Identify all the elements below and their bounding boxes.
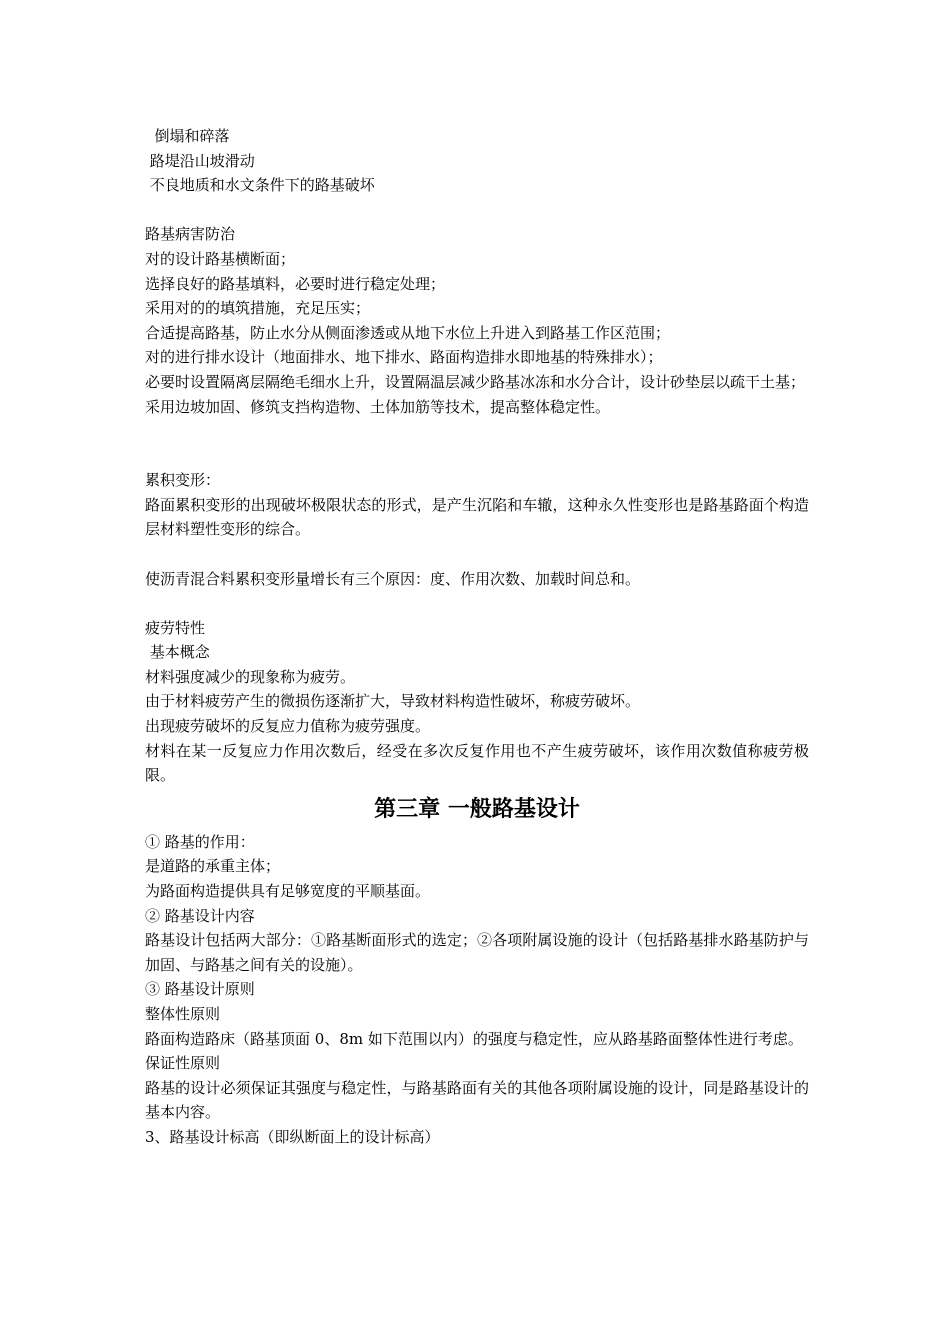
section-heading: 疲劳特性	[145, 618, 206, 637]
list-item: 是道路的承重主体；	[145, 857, 281, 876]
section-heading: 累积变形：	[145, 471, 221, 490]
subsection-heading: 基本概念	[145, 643, 210, 662]
list-item: 材料在某一反复应力作用次数后，经受在多次反复作用也不产生疲劳破坏，该作用次数值称疲劳极限。	[145, 741, 809, 785]
failure-types-list	[145, 124, 809, 198]
list-item: 倒塌和碎落	[145, 127, 230, 145]
list-item: 材料强度减少的现象称为疲劳。	[145, 667, 356, 686]
list-item: 采用对的的填筑措施，充足压实；	[145, 299, 371, 318]
spacer	[145, 419, 809, 468]
paragraph: 使沥青混合料累积变形量增长有三个原因：度、作用次数、加载时间总和。	[145, 569, 641, 588]
list-item: 采用边坡加固、修筑支挡构造物、土体加筋等技术，提高整体稳定性。	[145, 397, 611, 416]
list-item: ① 路基的作用：	[145, 832, 255, 851]
list-item: 必要时设置隔离层隔绝毛细水上升，设置隔温层减少路基冰冻和水分合计，设计砂垫层以疏干土基；	[145, 372, 806, 391]
document-body	[145, 124, 809, 1150]
list-item: 由于材料疲劳产生的微损伤逐渐扩大，导致材料构造性破坏，称疲劳破坏。	[145, 692, 641, 711]
paragraph: 路面累积变形的出现破坏极限状态的形式，是产生沉陷和车辙，这种永久性变形也是路基路面个构造层材料塑性变形的综合。	[145, 495, 809, 539]
list-item: 路堤沿山坡滑动	[145, 151, 255, 170]
chapter-body	[145, 830, 809, 1150]
accumulated-deformation-section	[145, 468, 809, 591]
list-item: 选择良好的路基填料，必要时进行稳定处理；	[145, 274, 446, 293]
list-item: ③ 路基设计原则	[145, 980, 255, 999]
list-item: 不良地质和水文条件下的路基破坏	[145, 176, 375, 195]
fatigue-section	[145, 616, 809, 788]
list-item: 合适提高路基，防止水分从侧面渗透或从地下水位上升进入到路基工作区范围；	[145, 323, 671, 342]
list-item: 路基设计包括两大部分：①路基断面形式的选定；②各项附属设施的设计（包括路基排水路基防护与加固、与路基之间有关的设施）。	[145, 931, 809, 974]
list-item: 路面构造路床（路基顶面 0、8m 如下范围以内）的强度与稳定性，应从路基路面整体性进行考虑。	[145, 1029, 803, 1048]
list-item: 出现疲劳破坏的反复应力值称为疲劳强度。	[145, 717, 431, 736]
list-item: 路基的设计必须保证其强度与稳定性，与路基路面有关的其他各项附属设施的设计，同是路基设计的基本内容。	[145, 1078, 809, 1122]
list-item: 为路面构造提供具有足够宽度的平顺基面。	[145, 882, 431, 901]
spacer	[145, 591, 809, 616]
list-item: 整体性原则	[145, 1005, 221, 1023]
spacer	[145, 198, 809, 223]
chapter-title: 第三章 一般路基设计	[374, 796, 580, 822]
spacer	[145, 542, 809, 567]
list-item: 3、路基设计标高（即纵断面上的设计标高）	[145, 1127, 440, 1146]
list-item: 对的进行排水设计（地面排水、地下排水、路面构造排水即地基的特殊排水）；	[145, 348, 663, 367]
list-item: 对的设计路基横断面；	[145, 249, 296, 268]
list-item: 保证性原则	[145, 1054, 221, 1073]
prevention-section	[145, 222, 809, 419]
list-item: ② 路基设计内容	[145, 906, 255, 925]
section-heading: 路基病害防治	[145, 225, 236, 244]
